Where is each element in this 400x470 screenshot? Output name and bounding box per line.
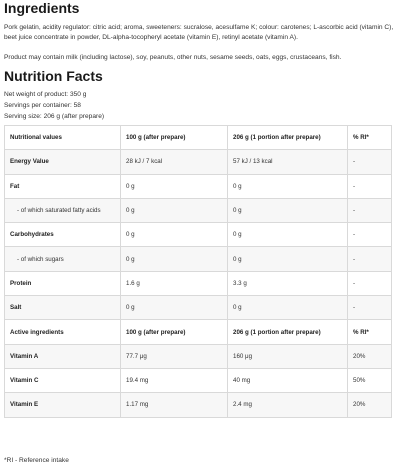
row-name: - of which saturated fatty acids — [5, 198, 121, 222]
row-name: - of which sugars — [5, 247, 121, 271]
ingredients-text: Pork gelatin, acidity regulator: citric acid; aroma, sweeteners: sucralose, acesulfame K; colour: carotenes; L-ascorbic acid (vitamin C), beet juice concentrate in powder, DL-alpha-tocopheryl acetate (vitamin E), retinyl acetate (vitamin A). — [4, 24, 394, 41]
value-per-100g: 0 g — [121, 247, 228, 271]
row-name: Fat — [5, 174, 121, 198]
ingredients-heading: Ingredients — [4, 0, 80, 16]
table-row — [5, 368, 392, 392]
value-ri: - — [348, 198, 392, 222]
value-per-portion: 0 g — [228, 223, 348, 247]
value-per-portion: 0 g — [228, 198, 348, 222]
table-row — [5, 344, 392, 368]
column-header: Active ingredients — [5, 320, 121, 344]
table-row — [5, 174, 392, 198]
footnote: *RI - Reference intake — [4, 457, 69, 464]
column-header: % RI* — [348, 126, 392, 150]
value-ri: - — [348, 271, 392, 295]
table-row — [5, 198, 392, 222]
value-per-portion: 160 μg — [228, 344, 348, 368]
column-header: 206 g (1 portion after prepare) — [228, 320, 348, 344]
value-per-100g: 0 g — [121, 174, 228, 198]
row-name: Energy Value — [5, 150, 121, 174]
serving-size: Serving size: 206 g (after prepare) — [4, 113, 105, 120]
column-header: 206 g (1 portion after prepare) — [228, 126, 348, 150]
row-name: Vitamin E — [5, 393, 121, 417]
table-row — [5, 223, 392, 247]
value-ri: - — [348, 247, 392, 271]
table-row — [5, 271, 392, 295]
value-per-portion: 0 g — [228, 247, 348, 271]
column-header: Nutritional values — [5, 126, 121, 150]
value-per-portion: 40 mg — [228, 368, 348, 392]
nutrition-heading: Nutrition Facts — [4, 68, 103, 84]
value-per-100g: 0 g — [121, 223, 228, 247]
column-header: % RI* — [348, 320, 392, 344]
net-weight: Net weight of product: 350 g — [4, 91, 87, 98]
value-per-100g: 1.17 mg — [121, 393, 228, 417]
table-header-row — [5, 126, 392, 150]
value-per-portion: 3.3 g — [228, 271, 348, 295]
value-per-portion: 0 g — [228, 174, 348, 198]
value-per-100g: 0 g — [121, 198, 228, 222]
value-per-100g: 0 g — [121, 296, 228, 320]
value-per-portion: 57 kJ / 13 kcal — [228, 150, 348, 174]
value-ri: 50% — [348, 368, 392, 392]
value-ri: - — [348, 150, 392, 174]
active-header-row — [5, 320, 392, 344]
value-per-portion: 0 g — [228, 296, 348, 320]
table-row — [5, 150, 392, 174]
table-row — [5, 296, 392, 320]
row-name: Carbohydrates — [5, 223, 121, 247]
row-name: Vitamin A — [5, 344, 121, 368]
value-ri: - — [348, 296, 392, 320]
value-per-100g: 28 kJ / 7 kcal — [121, 150, 228, 174]
value-ri: 20% — [348, 344, 392, 368]
nutrition-table — [4, 125, 392, 418]
allergen-text: Product may contain milk (including lactose), soy, peanuts, other nuts, sesame seeds, oats, eggs, crustaceans, fish. — [4, 54, 342, 61]
value-per-100g: 77.7 μg — [121, 344, 228, 368]
row-name: Protein — [5, 271, 121, 295]
column-header: 100 g (after prepare) — [121, 320, 228, 344]
servings-per-container: Servings per container: 58 — [4, 102, 81, 109]
row-name: Salt — [5, 296, 121, 320]
value-per-portion: 2.4 mg — [228, 393, 348, 417]
value-ri: - — [348, 223, 392, 247]
column-header: 100 g (after prepare) — [121, 126, 228, 150]
row-name: Vitamin C — [5, 368, 121, 392]
table-row — [5, 247, 392, 271]
value-ri: 20% — [348, 393, 392, 417]
value-per-100g: 19.4 mg — [121, 368, 228, 392]
value-per-100g: 1.6 g — [121, 271, 228, 295]
table-row — [5, 393, 392, 417]
value-ri: - — [348, 174, 392, 198]
